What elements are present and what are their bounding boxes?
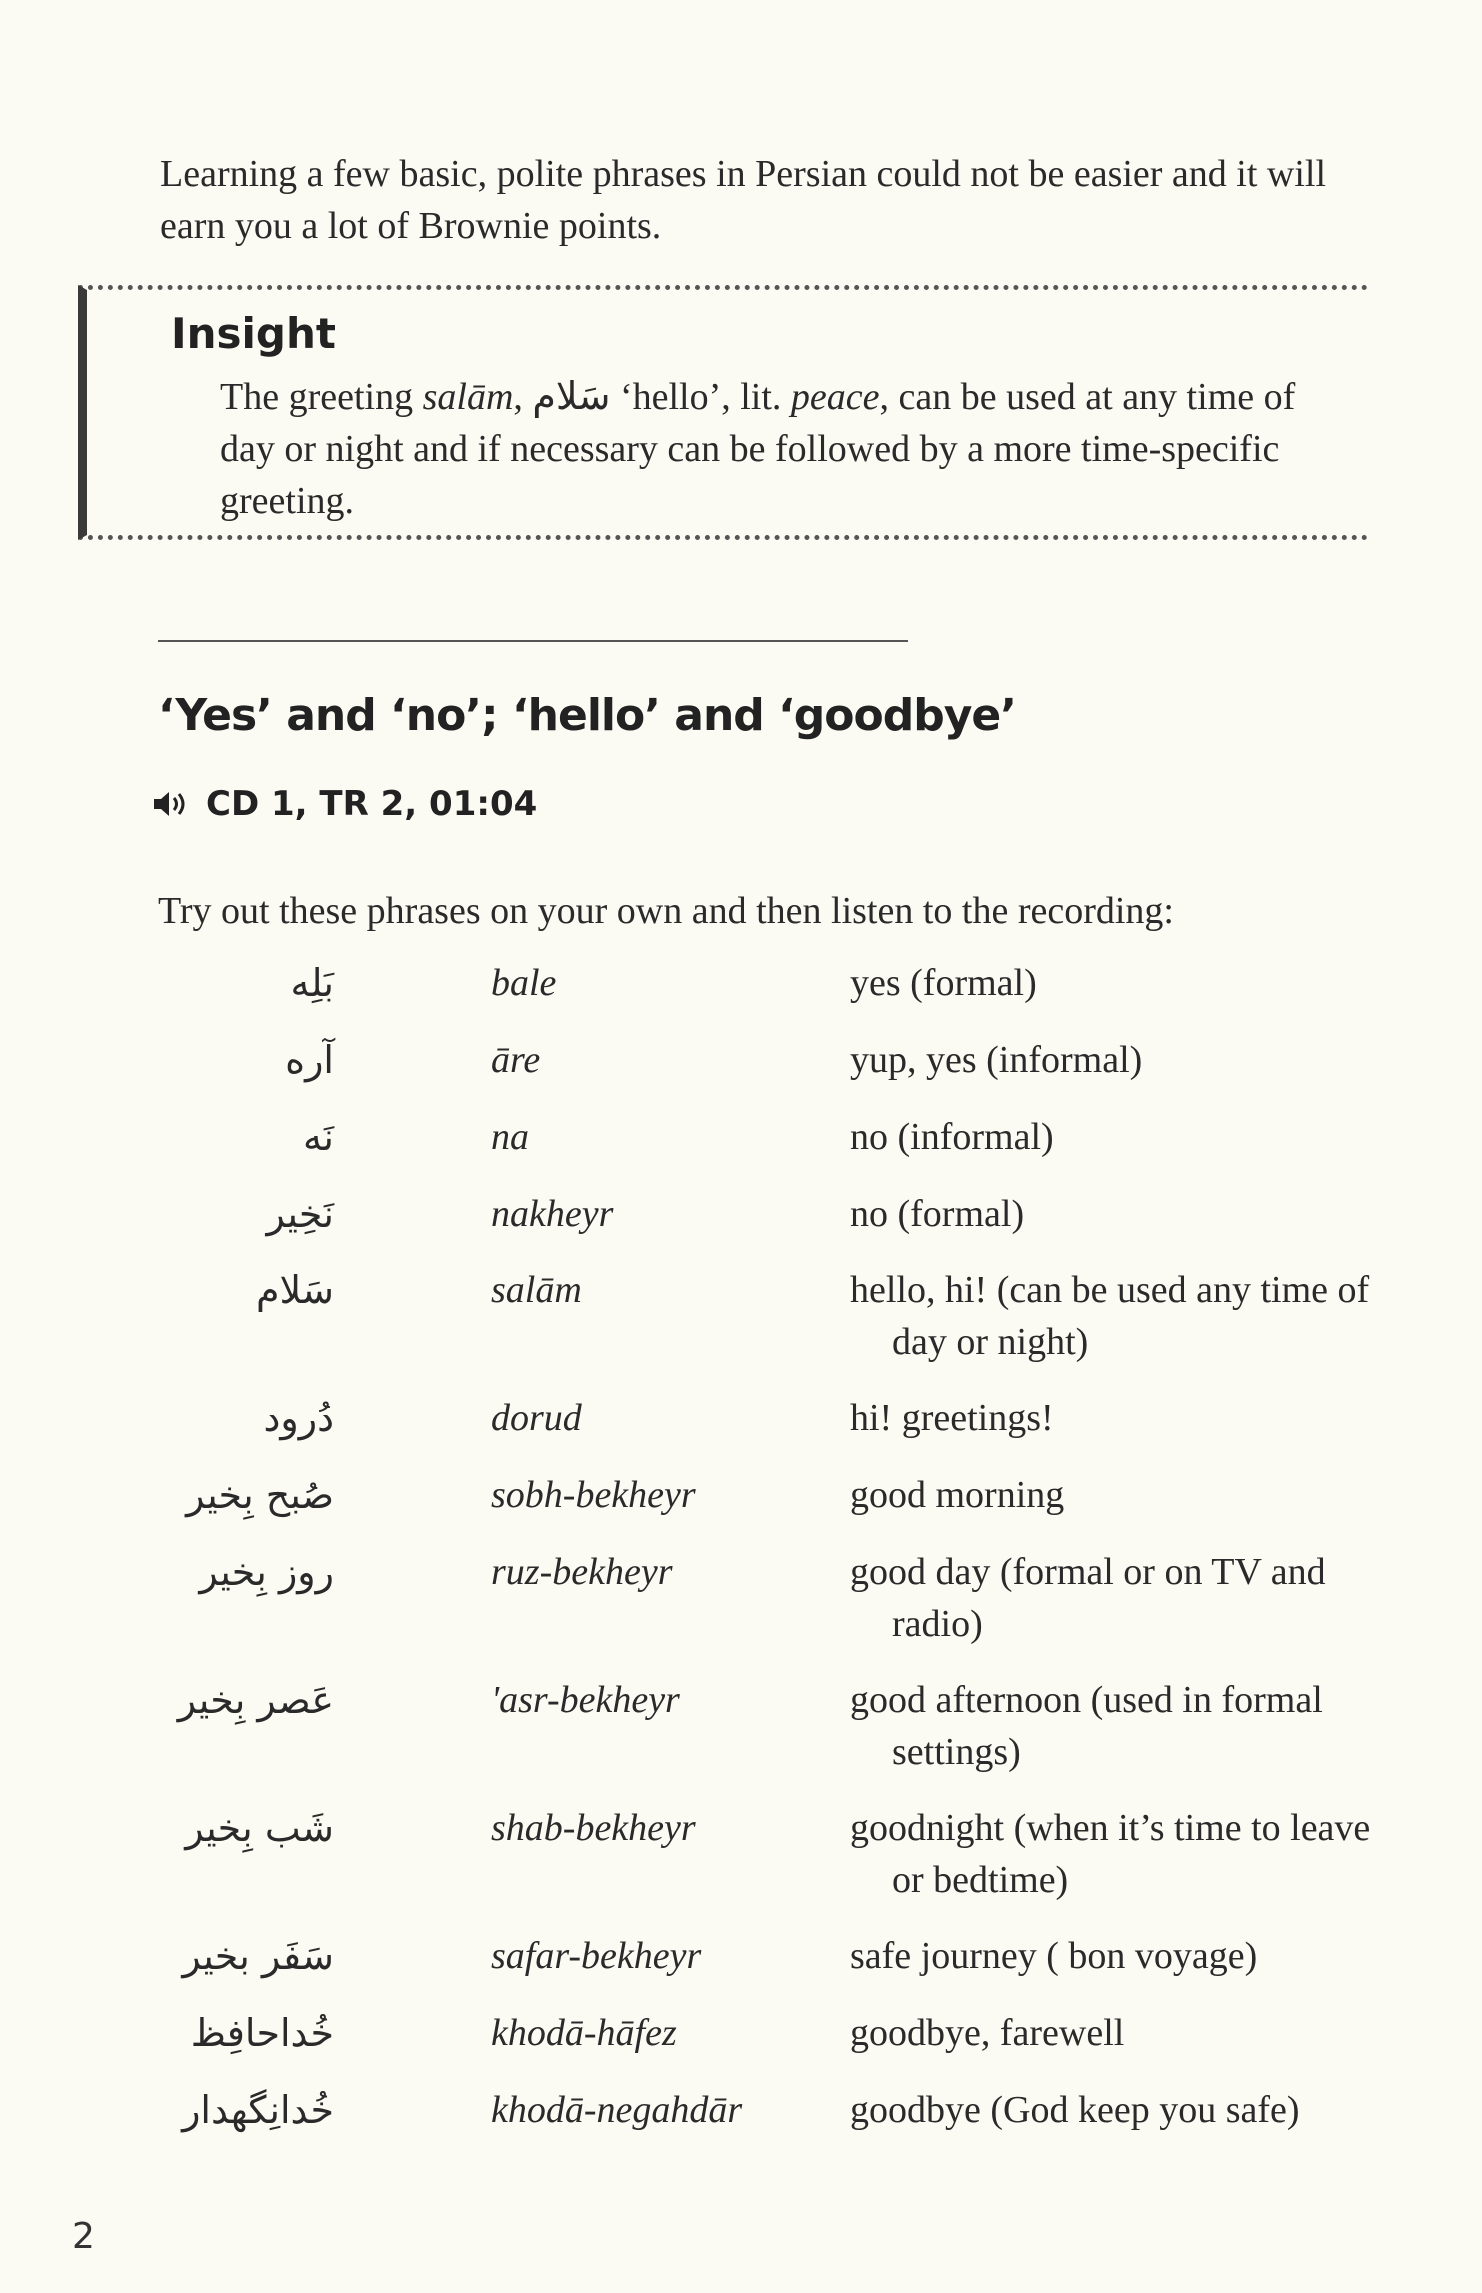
exercise-prompt: Try out these phrases on your own and then listen to the recording:: [158, 890, 1174, 932]
vocab-english: goodbye, farewell: [850, 2012, 1125, 2054]
vocab-transliteration: 'asr-bekheyr: [491, 1679, 680, 1721]
vocab-english: yes (formal): [850, 962, 1037, 1004]
vocab-transliteration: na: [491, 1116, 529, 1158]
vocab-transliteration: shab-bekheyr: [491, 1807, 696, 1849]
vocab-transliteration: āre: [491, 1039, 541, 1081]
vocab-persian: خُدانِگهدار: [182, 2088, 334, 2132]
vocab-persian: نَه: [303, 1115, 334, 1159]
vocab-persian: شَب بِخیر: [185, 1806, 334, 1850]
insight-box: [78, 285, 1368, 540]
insight-persian: سَلام: [532, 374, 611, 418]
vocab-english: hi! greetings!: [850, 1397, 1054, 1439]
vocab-transliteration: bale: [491, 962, 557, 1004]
vocab-transliteration: sobh-bekheyr: [491, 1474, 696, 1516]
vocab-transliteration: salām: [491, 1269, 582, 1311]
vocab-english: no (formal): [850, 1193, 1025, 1235]
vocab-transliteration: dorud: [491, 1397, 582, 1439]
insight-text-start: The greeting: [220, 376, 423, 418]
vocab-persian: سَلام: [255, 1268, 334, 1312]
vocab-persian: بَلِه: [290, 961, 334, 1005]
insight-text-end: , can be used at any time of day or night and if necessary can be followed by a more time-specific greeting.: [220, 376, 1296, 522]
speaker-icon: [152, 787, 192, 821]
insight-title: Insight: [171, 309, 336, 358]
vocab-transliteration: khodā-negahdār: [491, 2089, 743, 2131]
vocab-persian: صُبح بِخیر: [186, 1473, 334, 1517]
vocab-persian: سَفَر بخیر: [182, 1934, 334, 1978]
vocab-transliteration: khodā-hāfez: [491, 2012, 677, 2054]
vocab-english: no (informal): [850, 1116, 1054, 1158]
vocab-persian: آره: [285, 1038, 334, 1082]
insight-text-mid: ‘hello’, lit.: [610, 376, 791, 418]
vocab-persian: نَخِیر: [266, 1192, 334, 1236]
insight-text: [220, 370, 1340, 527]
insight-text-comma: ,: [513, 376, 533, 418]
vocab-english: yup, yes (informal): [850, 1039, 1143, 1081]
vocab-persian: روز بِخیر: [199, 1550, 334, 1594]
vocab-persian: عَصر بِخیر: [177, 1678, 334, 1722]
vocab-transliteration: nakheyr: [491, 1193, 614, 1235]
audio-reference: [152, 784, 537, 824]
intro-paragraph: Learning a few basic, polite phrases in Persian could not be easier and it will earn you a lot of Brownie points.: [160, 153, 1327, 247]
vocab-english: hello, hi! (can be used any time of day or night): [850, 1269, 1370, 1363]
vocab-transliteration: ruz-bekheyr: [491, 1551, 673, 1593]
vocab-english: good afternoon (used in formal settings): [850, 1679, 1323, 1773]
vocab-english: safe journey ( bon voyage): [850, 1935, 1258, 1977]
insight-literal: peace: [790, 376, 880, 418]
vocab-english: good morning: [850, 1474, 1065, 1516]
vocab-transliteration: safar-bekheyr: [491, 1935, 702, 1977]
vocab-english: good day (formal or on TV and radio): [850, 1551, 1326, 1645]
section-divider: [158, 640, 908, 642]
vocab-persian: خُداحافِظ: [190, 2011, 334, 2055]
vocab-persian: دُرود: [263, 1396, 334, 1440]
audio-track-label: CD 1, TR 2, 01:04: [206, 784, 538, 824]
page-number: 2: [72, 2216, 95, 2257]
vocab-english: goodbye (God keep you safe): [850, 2089, 1300, 2131]
insight-term: salām: [422, 376, 514, 418]
section-title: ‘Yes’ and ‘no’; ‘hello’ and ‘goodbye’: [158, 690, 1016, 741]
vocab-english: goodnight (when it’s time to leave or bedtime): [850, 1807, 1371, 1901]
